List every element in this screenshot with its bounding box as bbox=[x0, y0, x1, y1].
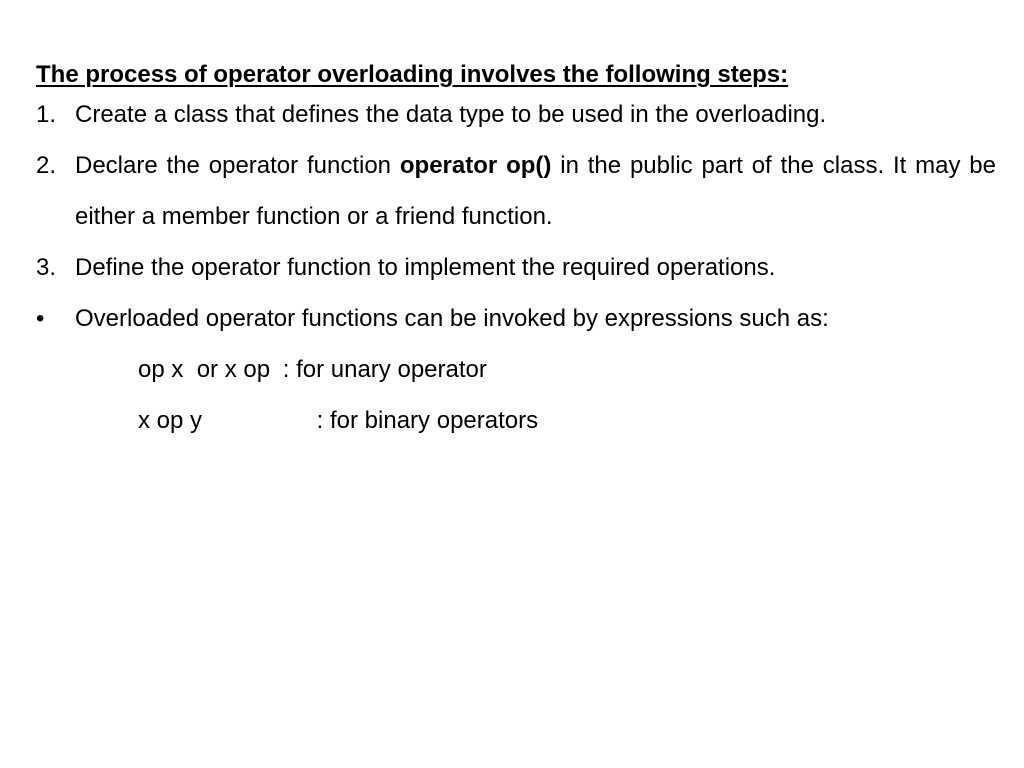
step-2-text-after: in the public part of the class. It may be either a member function or a friend function. bbox=[75, 152, 997, 230]
expression-unary-desc: : for unary operator bbox=[282, 356, 487, 383]
step-3 bbox=[36, 242, 996, 293]
expression-unary-form: op x or x op bbox=[138, 356, 271, 383]
expression-binary bbox=[36, 395, 996, 446]
step-3-number: 3. bbox=[36, 254, 57, 281]
step-1 bbox=[36, 102, 996, 128]
expression-unary bbox=[36, 344, 996, 395]
step-3-text: Define the operator function to implement the required operations. bbox=[75, 254, 776, 281]
step-1-number: 1. bbox=[36, 101, 57, 128]
expression-binary-form: x op y bbox=[138, 407, 203, 434]
step-2-bold-term: operator op() bbox=[399, 152, 552, 179]
slide-content bbox=[36, 58, 996, 446]
step-2 bbox=[36, 140, 996, 242]
slide-heading: The process of operator overloading involves the following steps: bbox=[36, 61, 789, 88]
step-2-text-before: Declare the operator function bbox=[75, 152, 400, 179]
step-1-text: Create a class that defines the data type to be used in the overloading. bbox=[75, 101, 827, 128]
bullet-text: Overloaded operator functions can be invoked by expressions such as: bbox=[75, 305, 829, 332]
step-2-number: 2. bbox=[36, 152, 57, 179]
bullet-item bbox=[36, 293, 996, 344]
bullet-marker: • bbox=[36, 305, 45, 332]
expression-binary-desc: : for binary operators bbox=[316, 407, 539, 434]
